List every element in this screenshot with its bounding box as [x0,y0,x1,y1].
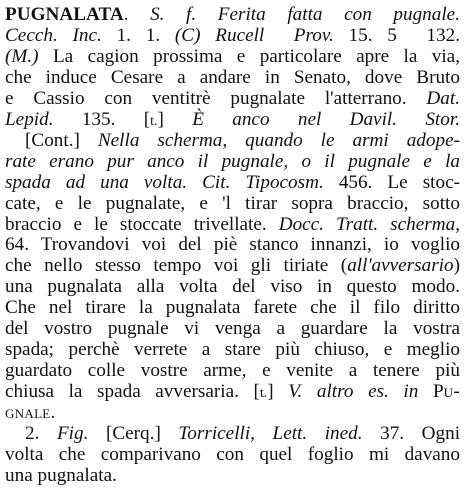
text-run: 64. Trovandovi voi del piè stanco innanzi, io voglio [5,234,460,256]
italic-run: Nella scherma, quando le armi adope- [97,129,460,151]
text-run: guardato colle vostre arme, e venite a tenere più [5,360,460,382]
italic-run: all'avversario [347,255,454,277]
text-run: ] [157,108,193,130]
text-run: 2. [25,423,57,444]
text-run: che nello stesso tempo voi gli tiriate ( [5,255,348,277]
text-run: 135. [ [53,108,151,130]
text-run: 1. 1. [101,24,175,46]
text-run: P [418,381,444,403]
text-run: e Cassio con ventitrè pugnalate l'atterrano. [5,87,427,109]
abbreviation-run: t. [259,386,268,402]
text-run: una pugnalata. [5,464,117,486]
italic-run: È anco nel Davil. Stor. [192,108,460,130]
text-run: 15. 5 132. [333,24,460,46]
text-run: ] [267,381,289,403]
text-run: ) [453,255,460,277]
abbreviation-run: t. [150,113,158,129]
text-run: volta che comparivano con quel foglio mi davano [5,443,460,465]
italic-run: Docc. Tratt. scherma, [278,213,460,235]
small-caps-run: gnale [5,402,51,424]
italic-run: V. altro es. in [288,381,419,403]
italic-run: rate erano pur anco il pugnale, o il pugnale e la [5,150,460,172]
text-run: [Cont.] [25,129,98,151]
italic-run: Fig. [56,423,89,444]
text-run: . [123,4,151,25]
text-run: . [50,402,56,424]
text-run: braccio e le stoccate trivellate. [5,213,279,235]
text-run: cate, e le pugnalate, e 'l tirar sopra braccio, sotto [5,192,460,214]
italic-run: Cecch. Inc. [5,24,102,46]
text-run: chiusa la spada avversaria. [ [5,381,260,403]
text-run: 37. Ogni [362,423,460,444]
italic-run: Torricelli, Lett. ined. [178,423,363,444]
text-run: 456. Le stoc- [323,171,460,193]
text-run: Che nel tirare la pugnalata farete che il filo diritto [5,297,460,319]
small-caps-run: u- [443,381,460,403]
text-run: [Cerq.] [88,423,179,444]
text-run: spada; perchè verrete a stare più chiuso, e meglio [5,339,460,361]
italic-run: S. f. Ferita fatta con pugnale. [150,4,460,25]
text-line [5,463,460,489]
italic-run: (M.) [5,45,39,67]
text-run: una pugnalata alla volta del viso in questo modo. [5,276,460,298]
italic-run: (C) Rucell Prov. [174,24,334,46]
italic-run: spada ad una volta. Cit. Tipocosm. [5,171,324,193]
headword: PUGNALATA [5,4,124,25]
text-run: La cagion prossima e particolare apre la via, [38,45,460,67]
text-run: del vostro pugnale vi venga a guardare la vostra [5,318,460,340]
text-run: che induce Cesare a andare in Senato, dove Bruto [5,66,460,88]
italic-run: Lepid. [5,108,54,130]
italic-run: Dat. [426,87,460,109]
